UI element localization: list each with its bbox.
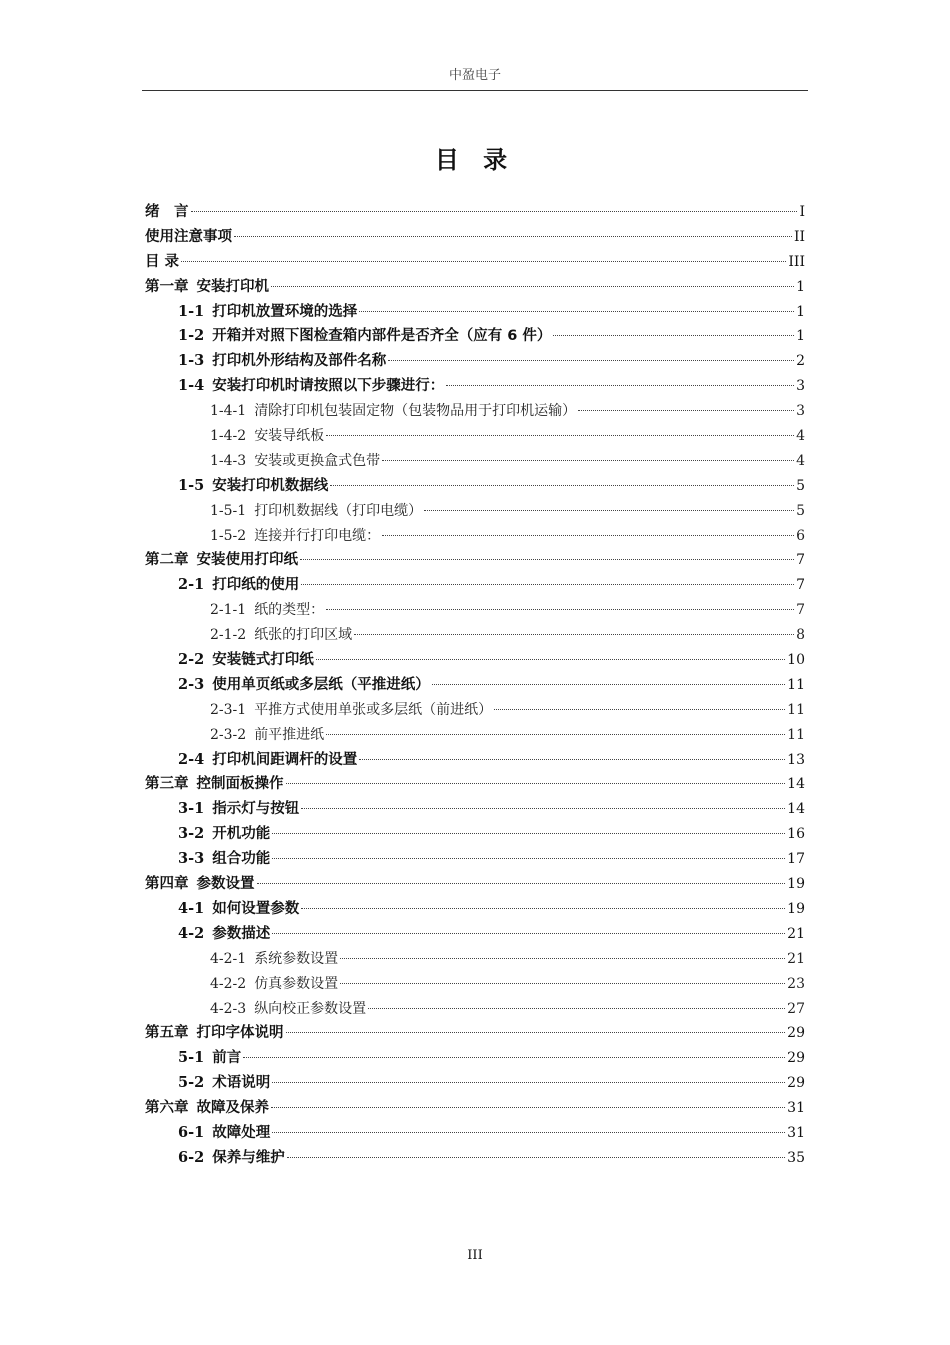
toc-entry-label: 开机功能 [212,826,271,843]
toc-entry-label: 开箱并对照下图检查箱内部件是否齐全（应有 6 件） [212,328,552,345]
toc-entry-label: 参数描述 [212,925,271,942]
toc-entry[interactable] [145,698,805,723]
toc-entry-number: 4-1 [178,899,205,917]
toc-entry[interactable] [145,847,805,872]
toc-entry-number: 1-3 [178,352,205,370]
toc-entry-number: 3-3 [178,850,205,868]
toc-entry[interactable] [145,598,805,623]
toc-entry-label: 安装打印机时请按照以下步骤进行： [212,378,445,395]
toc-dot-leader [243,1056,785,1058]
toc-entry-page: II [793,228,805,245]
toc-entry-number: 3-1 [178,800,205,818]
toc-entry[interactable] [145,897,805,922]
toc-entry-label: 目 录 [145,253,180,270]
page-number: III [467,1248,483,1263]
toc-entry-number: 2-1-1 [210,602,247,619]
toc-entry-page: 2 [796,353,805,370]
toc-entry-page: 31 [787,1100,805,1117]
toc-dot-leader [272,832,785,834]
toc-dot-leader [272,1081,785,1083]
toc-dot-leader [326,733,785,735]
toc-entry-label: 保养与维护 [212,1149,285,1166]
page-header [142,66,808,91]
toc-entry[interactable] [145,374,805,399]
toc-entry-number: 2-1-2 [210,627,247,644]
toc-dot-leader [368,1007,785,1009]
toc-entry-page: 7 [796,552,805,569]
toc-entry-label: 打印机间距调杆的设置 [212,751,358,768]
toc-entry-label: 清除打印机包装固定物（包装物品用于打印机运输） [254,403,577,420]
toc-dot-leader [286,1031,786,1033]
toc-entry-page: 1 [796,303,805,320]
toc-entry-label: 故障及保养 [196,1100,269,1117]
toc-entry-number: 1-4-3 [210,452,247,469]
toc-entry-number: 1-2 [178,327,205,345]
header-text: 中盈电子 [448,68,501,83]
toc-entry-label: 打印字体说明 [196,1025,284,1042]
toc-entry-page: 31 [787,1124,805,1141]
toc-entry-label: 系统参数设置 [254,950,339,967]
toc-entry-page: 17 [787,851,805,868]
toc-entry-page: 1 [796,278,805,295]
toc-entry-label: 安装打印机数据线 [212,477,329,494]
toc-entry[interactable] [145,1096,805,1121]
toc-dot-leader [301,907,785,909]
toc-entry-page: 16 [787,826,805,843]
toc-entry-label: 纵向校正参数设置 [254,1000,367,1017]
toc-entry[interactable] [145,1021,805,1046]
toc-entry-label: 组合功能 [212,851,271,868]
toc-entry-number: 第一章 [145,277,189,295]
toc-dot-leader [446,384,794,386]
toc-entry-label: 连接并行打印电缆： [254,527,381,544]
toc-entry-label: 安装或更换盒式色带 [254,452,381,469]
toc-entry-number: 第二章 [145,551,189,569]
toc-entry-number: 5-1 [178,1049,205,1067]
toc-entry[interactable] [145,748,805,773]
toc-entry[interactable] [145,200,805,225]
toc-entry-label: 平推方式使用单张或多层纸（前进纸） [254,701,493,718]
toc-entry-label: 参数设置 [196,876,255,893]
toc-entry[interactable] [145,275,805,300]
toc-entry-number: 第六章 [145,1099,189,1117]
toc-entry-number: 1-4 [178,377,205,395]
toc-entry-page: 19 [787,876,805,893]
toc-dot-leader [382,459,794,461]
toc-entry-page: 29 [787,1050,805,1067]
toc-entry-page: 21 [787,925,805,942]
toc-dot-leader [494,708,785,710]
toc-entry-page: 11 [787,676,805,693]
toc-entry-page: 1 [796,328,805,345]
toc-entry-page: 29 [787,1025,805,1042]
toc-entry[interactable] [145,424,805,449]
toc-dot-leader [553,334,794,336]
toc-entry-label: 打印机外形结构及部件名称 [212,353,387,370]
toc-entry-label: 打印纸的使用 [212,577,300,594]
toc-dot-leader [234,235,792,237]
toc-entry-page: 7 [796,602,805,619]
toc-entry-label: 安装导纸板 [254,428,325,445]
toc-dot-leader [257,882,786,884]
toc-dot-leader [388,359,794,361]
toc-entry-number: 2-3 [178,675,205,693]
toc-entry[interactable] [145,225,805,250]
toc-entry-page: 5 [796,502,805,519]
toc-dot-leader [300,558,794,560]
toc-entry-label: 打印机放置环境的选择 [212,303,358,320]
toc-entry-label: 安装使用打印纸 [196,552,298,569]
toc-entry-number: 1-1 [178,302,205,320]
toc-entry-number: 第四章 [145,875,189,893]
toc-dot-leader [340,982,785,984]
toc-entry-number: 2-1 [178,576,205,594]
toc-entry[interactable] [145,1046,805,1071]
toc-entry-page: 3 [796,403,805,420]
toc-entry-number: 4-2-2 [210,975,247,992]
toc-dot-leader [191,210,798,212]
toc-entry[interactable] [145,997,805,1022]
toc-dot-leader [272,932,785,934]
toc-dot-leader [181,260,786,262]
toc-entry[interactable] [145,399,805,424]
toc-entry-label: 术语说明 [212,1075,271,1092]
toc-entry[interactable] [145,349,805,374]
toc-entry[interactable] [145,573,805,598]
toc-entry-label: 使用注意事项 [145,228,232,245]
toc-entry-page: 21 [787,950,805,967]
toc-entry-label: 故障处理 [212,1124,271,1141]
toc-dot-leader [354,633,794,635]
toc-entry-number: 5-2 [178,1074,205,1092]
toc-entry[interactable] [145,772,805,797]
toc-entry-page: 23 [787,975,805,992]
toc-entry[interactable] [145,449,805,474]
toc-entry[interactable] [145,797,805,822]
toc-entry-label: 安装打印机 [196,278,269,295]
toc-entry-number: 2-4 [178,750,205,768]
toc-entry-label: 前言 [212,1050,242,1067]
toc-entry[interactable] [145,822,805,847]
toc-entry-page: 27 [787,1000,805,1017]
toc-entry[interactable] [145,250,805,275]
toc-entry-label: 纸张的打印区域 [254,627,353,644]
toc-entry[interactable] [145,1071,805,1096]
toc-entry-number: 2-2 [178,651,205,669]
toc-entry-page: 29 [787,1075,805,1092]
toc-dot-leader [340,957,785,959]
toc-entry-number: 1-4-1 [210,403,247,420]
toc-entry-label: 安装链式打印纸 [212,652,314,669]
toc-entry-number: 1-5-1 [210,502,247,519]
toc-entry-label: 纸的类型： [254,602,325,619]
toc-entry[interactable] [145,474,805,499]
toc-dot-leader [316,658,785,660]
toc-entry-label: 绪 言 [145,204,189,220]
toc-entry[interactable] [145,1121,805,1146]
toc-dot-leader [578,409,794,411]
toc-entry[interactable] [145,548,805,573]
toc-entry-page: 5 [796,477,805,494]
table-of-contents [145,200,805,1171]
toc-entry-page: I [799,204,805,220]
toc-entry[interactable] [145,723,805,748]
toc-dot-leader [424,509,794,511]
toc-entry-number: 1-5-2 [210,527,247,544]
toc-entry[interactable] [145,623,805,648]
toc-entry-number: 3-2 [178,825,205,843]
toc-entry[interactable] [145,324,805,349]
toc-entry-page: 4 [796,452,805,469]
toc-dot-leader [287,1156,785,1158]
toc-dot-leader [359,758,785,760]
toc-entry[interactable] [145,673,805,698]
toc-entry-page: 11 [787,701,805,718]
toc-entry-page: 19 [787,900,805,917]
toc-entry-page: 11 [787,726,805,743]
toc-entry-number: 4-2 [178,924,205,942]
toc-entry-label: 使用单页纸或多层纸（平推进纸） [212,676,430,693]
toc-entry[interactable] [145,947,805,972]
toc-entry[interactable] [145,872,805,897]
toc-entry[interactable] [145,972,805,997]
toc-entry-number: 4-2-3 [210,1000,247,1017]
toc-entry-page: 10 [787,652,805,669]
toc-dot-leader [330,484,794,486]
toc-entry-page: 6 [796,527,805,544]
toc-entry-page: 14 [787,801,805,818]
toc-entry-number: 4-2-1 [210,950,247,967]
toc-dot-leader [271,1106,785,1108]
toc-entry[interactable] [145,922,805,947]
toc-dot-leader [359,310,794,312]
toc-dot-leader [272,857,785,859]
toc-entry-label: 指示灯与按钮 [212,801,300,818]
toc-entry-number: 2-3-2 [210,726,247,743]
toc-entry-label: 控制面板操作 [196,776,284,793]
toc-dot-leader [382,534,794,536]
toc-dot-leader [432,683,785,685]
toc-entry-page: 3 [796,378,805,395]
toc-entry-number: 2-3-1 [210,701,247,718]
toc-entry-label: 如何设置参数 [212,900,300,917]
toc-entry-number: 第三章 [145,775,189,793]
toc-entry-page: 7 [796,577,805,594]
toc-entry-number: 6-2 [178,1148,205,1166]
toc-entry-number: 6-1 [178,1123,205,1141]
toc-entry-page: 8 [796,627,805,644]
toc-dot-leader [326,608,794,610]
toc-entry[interactable] [145,648,805,673]
toc-dot-leader [326,434,794,436]
toc-dot-leader [301,583,794,585]
toc-entry-number: 第五章 [145,1024,189,1042]
toc-entry[interactable] [145,1146,805,1171]
toc-dot-leader [272,1131,785,1133]
toc-entry[interactable] [145,499,805,524]
toc-entry-page: 14 [787,776,805,793]
toc-entry-number: 1-5 [178,476,205,494]
toc-entry-label: 打印机数据线（打印电缆） [254,502,423,519]
toc-entry-number: 1-4-2 [210,428,247,445]
toc-entry-page: III [788,253,805,270]
toc-dot-leader [301,807,785,809]
toc-entry-page: 4 [796,428,805,445]
toc-dot-leader [286,782,786,784]
toc-entry-label: 前平推进纸 [254,726,325,743]
toc-entry[interactable] [145,300,805,325]
page-title: 目 录 [434,146,516,174]
toc-entry-page: 35 [787,1149,805,1166]
toc-dot-leader [271,285,794,287]
toc-entry-page: 13 [787,751,805,768]
toc-entry[interactable] [145,524,805,549]
toc-entry-label: 仿真参数设置 [254,975,339,992]
